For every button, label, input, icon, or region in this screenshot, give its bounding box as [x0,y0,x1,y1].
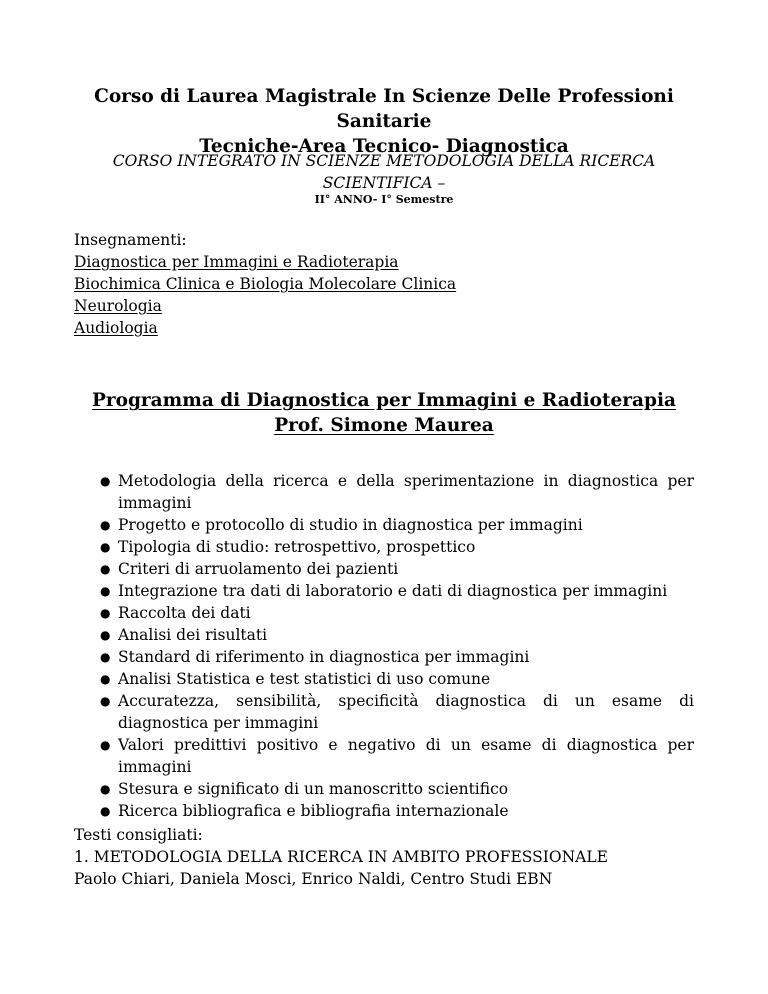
list-item: ● Standard di riferimento in diagnostica per immagini [100,648,530,666]
teaching-link[interactable]: Audiologia [74,319,158,337]
program-title: Programma di Diagnostica per Immagini e Radioterapia [92,390,676,411]
title-line-2: Tecniche-Area Tecnico- Diagnostica [199,136,569,157]
bullet-icon: ● [100,782,111,796]
teaching-link[interactable]: Biochimica Clinica e Biologia Molecolare Clinica [74,275,457,293]
title-line-1: Corso di Laurea Magistrale In Scienze Delle Professioni Sanitarie [94,86,674,132]
course-line-2: SCIENTIFICA – [322,174,446,192]
bullet-icon: ● [100,584,111,598]
bullet-icon: ● [100,738,111,752]
teaching-link[interactable]: Neurologia [74,297,162,315]
document-title [60,84,708,159]
program-topics-list [100,470,694,822]
list-item: ● Tipologia di studio: retrospettivo, prospettico [100,538,476,556]
list-item: ● Accuratezza, sensibilità, specificità diagnostica di un esame di diagnostica per immagini [100,692,694,732]
bullet-icon: ● [100,804,111,818]
year-semester: II° ANNO- I° Semestre [314,193,454,206]
program-professor: Prof. Simone Maurea [274,415,494,436]
list-item: ● Ricerca bibliografica e bibliografia internazionale [100,802,509,820]
program-heading [60,388,708,438]
list-item: ● Analisi Statistica e test statistici di uso comune [100,670,491,688]
list-item: ● Stesura e significato di un manoscritto scientifico [100,780,509,798]
reference-title: 1. METODOLOGIA DELLA RICERCA IN AMBITO PROFESSIONALE [74,848,608,866]
list-item: ● Analisi dei risultati [100,626,268,644]
bullet-icon: ● [100,628,111,642]
teachings-section [74,229,456,339]
course-line-1: CORSO INTEGRATO IN SCIENZE METODOLOGIA DELLA RICERCA [112,152,656,170]
bullet-icon: ● [100,606,111,620]
bullet-icon: ● [100,518,111,532]
teaching-link[interactable]: Diagnostica per Immagini e Radioterapia [74,253,399,271]
list-item: ● Progetto e protocollo di studio in diagnostica per immagini [100,516,583,534]
bullet-icon: ● [100,694,111,708]
list-item: ● Raccolta dei dati [100,604,251,622]
bullet-icon: ● [100,650,111,664]
bullet-icon: ● [100,474,111,488]
bullet-icon: ● [100,540,111,554]
list-item: ● Integrazione tra dati di laboratorio e dati di diagnostica per immagini [100,582,668,600]
list-item: ● Valori predittivi positivo e negativo di un esame di diagnostica per immagini [100,736,694,776]
list-item: ● Criteri di arruolamento dei pazienti [100,560,399,578]
list-item: ● Metodologia della ricerca e della sperimentazione in diagnostica per immagini [100,472,694,512]
bullet-icon: ● [100,562,111,576]
references-label: Testi consigliati: [74,826,203,844]
bullet-icon: ● [100,672,111,686]
teachings-label: Insegnamenti: [74,231,187,249]
reference-authors: Paolo Chiari, Daniela Mosci, Enrico Naldi, Centro Studi EBN [74,870,553,888]
course-title [60,150,708,194]
references-section [74,824,608,890]
